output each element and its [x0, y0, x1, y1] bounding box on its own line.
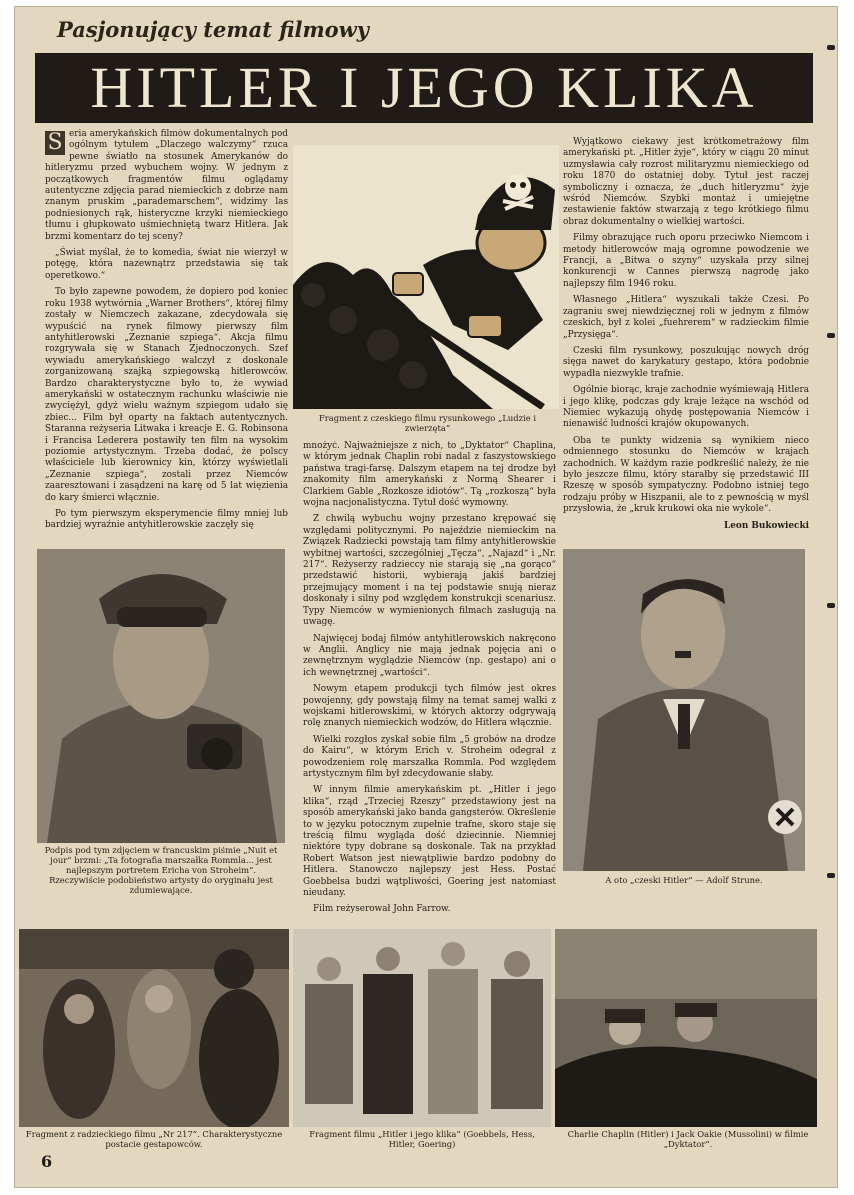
paragraph: Film reżyserował John Farrow. [313, 904, 451, 915]
page-number: 6 [41, 1152, 53, 1171]
paragraph: „Świat myślał, że to komedia, świat nie wierzył w potęgę, która nazewnątrz przedstawia się tak operetkowo.“ [45, 248, 288, 281]
binding-hole-marker [827, 333, 835, 338]
clique-photo [293, 929, 551, 1127]
paragraph: mnożyć. Najważniejsze z nich, to „Dyktator“ Chaplina, w którym jednak Chaplin robi nadal z faszystowskiego państwa tragi-farsę. Dalszym etapem na tej drodze był znakomity film amerykański z Normą Shearer i Clarkiem Gable „Rozkosze idiotów“. Tą „rozkoszą“ była wojna nacjonalistyczna. Tytuł dość wymowny. [303, 441, 556, 509]
paragraph: To było zapewne powodem, że dopiero pod koniec roku 1938 wytwórnia „Warner Brothers“, której filmy zostały w Niemczech zakazane, zdecydowała się wypuścić na rynek filmowy pierwszy film antyhitlerowski „Zeznanie szpiega“. Akcja filmu rozgrywała się w Stanach Zjednoczonych. Szef wywiadu amerykańskiego walczył z doskonale zorganizowaną szajką szpiegowską hitlerowców. Bardzo charakterystyczne było to, że wywiad amerykański w ostatecznym rachunku właściwie nie zwyciężył, gdyż wielu ważnym szpiegom udało się zbiec... Film był oparty na faktach autentycznych. Staranna reżyseria Litwaka i kreacje E. G. Robinsona i Francisa Lederera postawiły ten film na wysokim poziomie artystycznym. Trzeba dodać, że polscy właściciele lub kierownicy kin, którzy wyświetlali „Zeznanie szpiega“, zostali przez Niemców zaaresztowani i zasądzeni na karę od 5 lat więzienia do kary śmierci włącznie. [45, 287, 288, 503]
cartoon-caption: Fragment z czeskiego filmu rysunkowego „Ludzie i zwierzęta“ [318, 413, 537, 433]
paragraph: W innym filmie amerykańskim pt. „Hitler i jego klika“, rząd „Trzeciej Rzeszy“ przedstawiony jest na sposób amerykański jako banda gangsterów. Określenie to w języku potocznym zupełnie trafne, skoro staje się treścią filmu wygląda dość dziecinnie. Niemniej niektóre typy dobrane są doskonale. Tak na przykład Robert Watson jest niewątpliwie bardzo podobny do Hitlera. Stanowczo najlepszy jest Hess. Postać Goebbelsa budzi wątpliwości, Goering jest natomiast nieudany. [303, 785, 556, 899]
paragraph: Wyjątkowo ciekawy jest krótkometrażowy film amerykański pt. „Hitler żyje“, który w ciągu 20 minut uzmysławia cały rozrost militaryzmu niemieckiego od roku 1870 do ostatniej doby. Tytuł jest raczej symboliczny i oznacza, że „duch hitleryzmu“ żyje wśród Niemców. Szybki montaż i umiejętne zestawienie faktów stwarzają z tego krótkiego filmu obraz dokumentalny o wielkiej wartości. [563, 137, 809, 227]
author-signature: Leon Bukowiecki [724, 520, 809, 531]
dyktator-photo [555, 929, 817, 1127]
article-column-3 [563, 137, 809, 547]
strune-photo [563, 549, 805, 871]
drop-cap: S [45, 131, 65, 155]
strune-caption: A oto „czeski Hitler“ — Adolf Strune. [605, 875, 763, 885]
dyktator-caption: Charlie Chaplin (Hitler) i Jack Oakie (Mussolini) w filmie „Dyktator“. [567, 1129, 809, 1149]
paragraph: Po tym pierwszym eksperymencie filmy mniej lub bardziej wyraźnie antyhitlerowskie zaczęły się [45, 509, 288, 531]
rommel-photo [37, 549, 285, 843]
binding-hole-marker [827, 603, 835, 608]
paragraph: eria amerykańskich filmów dokumentalnych pod ogólnym tytułem „Dlaczego walczymy“ rzuca pewne światło na stosunek Amerykanów do hitleryzmu przed wybuchem wojny. W jednym z początkowych fragmentów filmu oglądamy autentyczne zdjęcia parad niemieckich z dobrze nam znanym pruskim „parademarschem“, widzimy las podniesionych rąk, histeryczne krzyki niemieckiego tłumu i głupkowato uśmiechniętą twarz Hitlera. Jak brzmi komentarz do tej sceny? [45, 129, 288, 242]
binding-hole-marker [827, 873, 835, 878]
cartoon-illustration [293, 145, 559, 409]
section-kicker: Pasjonujący temat filmowy [57, 17, 369, 42]
paragraph: Czeski film rysunkowy, poszukując nowych dróg sięga nawet do karykatury gestapo, która podobnie wypadła niezwykle trafnie. [563, 345, 809, 379]
paragraph: Ogólnie biorąc, kraje zachodnie wyśmiewają Hitlera i jego klikę, podczas gdy kraje leżące na wschód od Niemiec wykazują ohydę postępowania Niemców i nienawiść ludności krajów okupowanych. [563, 385, 809, 430]
paragraph: Wielki rozgłos zyskał sobie film „5 grobów na drodze do Kairu“, w którym Erich v. Stroheim odegrał z powodzeniem rolę marszałka Rommla. Pod względem artystycznym film był zdecydowanie słaby. [303, 734, 556, 779]
clique-caption: Fragment filmu „Hitler i jego klika“ (Goebbels, Hess, Hitler, Goering) [309, 1129, 535, 1149]
rommel-caption: Podpis pod tym zdjęciem w francuskim piśmie „Nuit et jour“ brzmi: „Ta fotografia marszałka Rommla... jest najlepszym portretem Ericha von Stroheim“. Rzeczywiście podobieństwo artysty do oryginału jest zdumiewające. [44, 845, 278, 895]
nr217-caption: Fragment z radzieckiego filmu „Nr 217“. Charakterystyczne postacie gestapowców. [25, 1129, 283, 1149]
headline-banner: HITLER I JEGO KLIKA [35, 53, 813, 123]
paragraph: Własnego „Hitlera“ wyszukali także Czesi. Po zagraniu swej niewdzięcznej roli w jednym z filmów czeskich, był z kolei „fuehrerem“ w radzieckim filmie „Przysięga“. [563, 295, 809, 340]
paragraph: Filmy obrazujące ruch oporu przeciwko Niemcom i metody hitlerowców mają ogromne powodzenie we Francji, a „Bitwa o szyny“ uzyskała przy silnej konkurencji w Cannes pierwszą nagrodę jako najlepszy film 1946 roku. [563, 233, 809, 289]
nr217-photo [19, 929, 289, 1127]
paragraph: Z chwilą wybuchu wojny przestano krępować się względami politycznymi. Po najeździe niemieckim na Związek Radziecki powstają tam filmy antyhitlerowskie wybitnej wartości, szczególniej „Tęcza“, „Najazd“ i „Nr. 217“. Reżyserzy radzieccy nie starają się „na gorąco“ przedstawić historii, wybierają jakiś bardziej przejmujący moment i na tej podstawie snują nieraz doskonały i silny pod względem konstrukcji scenariusz. Typy Niemców w wymienionych filmach zasługują na uwagę. [303, 514, 556, 628]
article-column-1 [45, 129, 288, 539]
paragraph: Oba te punkty widzenia są wynikiem nieco odmiennego stosunku do Niemców w krajach zachodnich. W każdym razie podkreślić należy, że nie było jeszcze filmu, który starałby się przedstawić III Rzeszę w sposób sympatyczny. Podobno istniej tego rodzaju próby w Hiszpanii, ale to z pewnością w myśl przysłowia, że „kruk krukowi oka nie wykole“. [563, 435, 809, 515]
paragraph: Najwięcej bodaj filmów antyhitlerowskich nakręcono w Anglii. Anglicy nie mają jednak pojęcia ani o zewnętrznym wyglądzie Niemców (np. gestapo) ani o ich wewnętrznej „wartości“. [303, 633, 556, 678]
magazine-page [14, 6, 838, 1188]
article-column-2 [303, 441, 556, 921]
paragraph: Nowym etapem produkcji tych filmów jest okres powojenny, gdy powstają filmy na temat samej walki z wojskami hitlerowskimi, w których aktorzy odgrywają rolę znanych niemieckich wodzów, do Hitlera włącznie. [303, 684, 556, 729]
binding-hole-marker [827, 45, 835, 50]
